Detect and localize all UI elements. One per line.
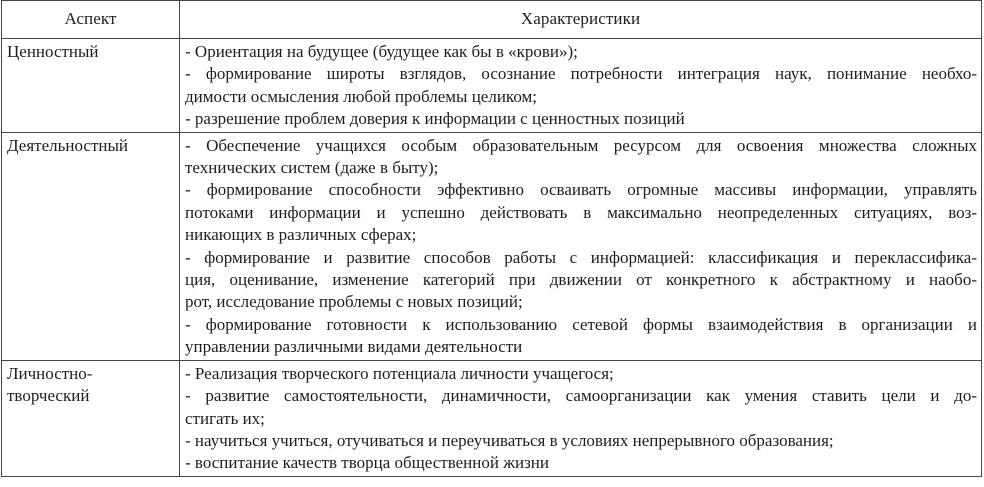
aspect-cell bbox=[2, 132, 180, 360]
characteristic-line: - формирование и развитие способов работы с информацией: классификация и переклассифика- bbox=[185, 247, 977, 267]
aspect-name: Ценностный bbox=[7, 42, 99, 61]
characteristic-line: - формирование широты взглядов, осознание потребности интеграция наук, понимание необхо- bbox=[185, 64, 977, 84]
header-aspect: Аспект bbox=[2, 1, 180, 39]
table-row-value bbox=[2, 39, 982, 133]
characteristic-line: потоками информации и успешно действовать в максимально неопределенных ситуациях, воз- bbox=[185, 202, 977, 222]
aspect-name: творческий bbox=[7, 386, 90, 406]
characteristic-line: - Реализация творческого потенциала личности учащегося; bbox=[185, 363, 614, 383]
aspect-name: Личностно- bbox=[7, 363, 93, 383]
characteristic-line: никающих в различных сферах; bbox=[185, 225, 417, 245]
characteristic-line: ция, оценивание, изменение категорий при движении от конкретного к абстрактному и наобо- bbox=[185, 270, 977, 290]
characteristics-cell bbox=[180, 360, 982, 476]
characteristic-line: димости осмысления любой проблемы целиком; bbox=[185, 86, 537, 106]
aspects-table bbox=[1, 0, 982, 477]
header-characteristics: Характеристики bbox=[180, 1, 982, 39]
characteristic-line: - научиться учиться, отучиваться и переучиваться в условиях непрерывного образования; bbox=[185, 430, 834, 450]
characteristics-cell bbox=[180, 132, 982, 360]
aspect-cell bbox=[2, 360, 180, 476]
aspect-cell bbox=[2, 39, 180, 133]
table-row-activity bbox=[2, 132, 982, 360]
characteristic-line: - Ориентация на будущее (будущее как бы в «крови»); bbox=[185, 42, 578, 61]
characteristic-line: - разрешение проблем доверия к информации с ценностных позиций bbox=[185, 109, 685, 129]
characteristic-line: - формирование готовности к использованию сетевой формы взаимодействия в организации и bbox=[185, 314, 977, 334]
table-row-creative bbox=[2, 360, 982, 476]
table-header-row bbox=[2, 1, 982, 39]
characteristic-line: стигать их; bbox=[185, 408, 265, 428]
characteristics-cell bbox=[180, 39, 982, 133]
characteristic-line: рот, исследование проблемы с новых позиций; bbox=[185, 292, 523, 312]
characteristic-line: - воспитание качеств творца общественной жизни bbox=[185, 453, 549, 473]
characteristic-line: управлении различными видами деятельности bbox=[185, 337, 523, 357]
characteristic-line: - формирование способности эффективно осваивать огромные массивы информации, управлять bbox=[185, 180, 977, 200]
aspect-name: Деятельностный bbox=[7, 135, 128, 155]
characteristic-line: - развитие самостоятельности, динамичности, самоорганизации как умения ставить цели и до- bbox=[185, 386, 977, 406]
characteristic-line: технических систем (даже в быту); bbox=[185, 158, 439, 178]
characteristic-line: - Обеспечение учащихся особым образовательным ресурсом для освоения множества сложных bbox=[185, 135, 977, 155]
